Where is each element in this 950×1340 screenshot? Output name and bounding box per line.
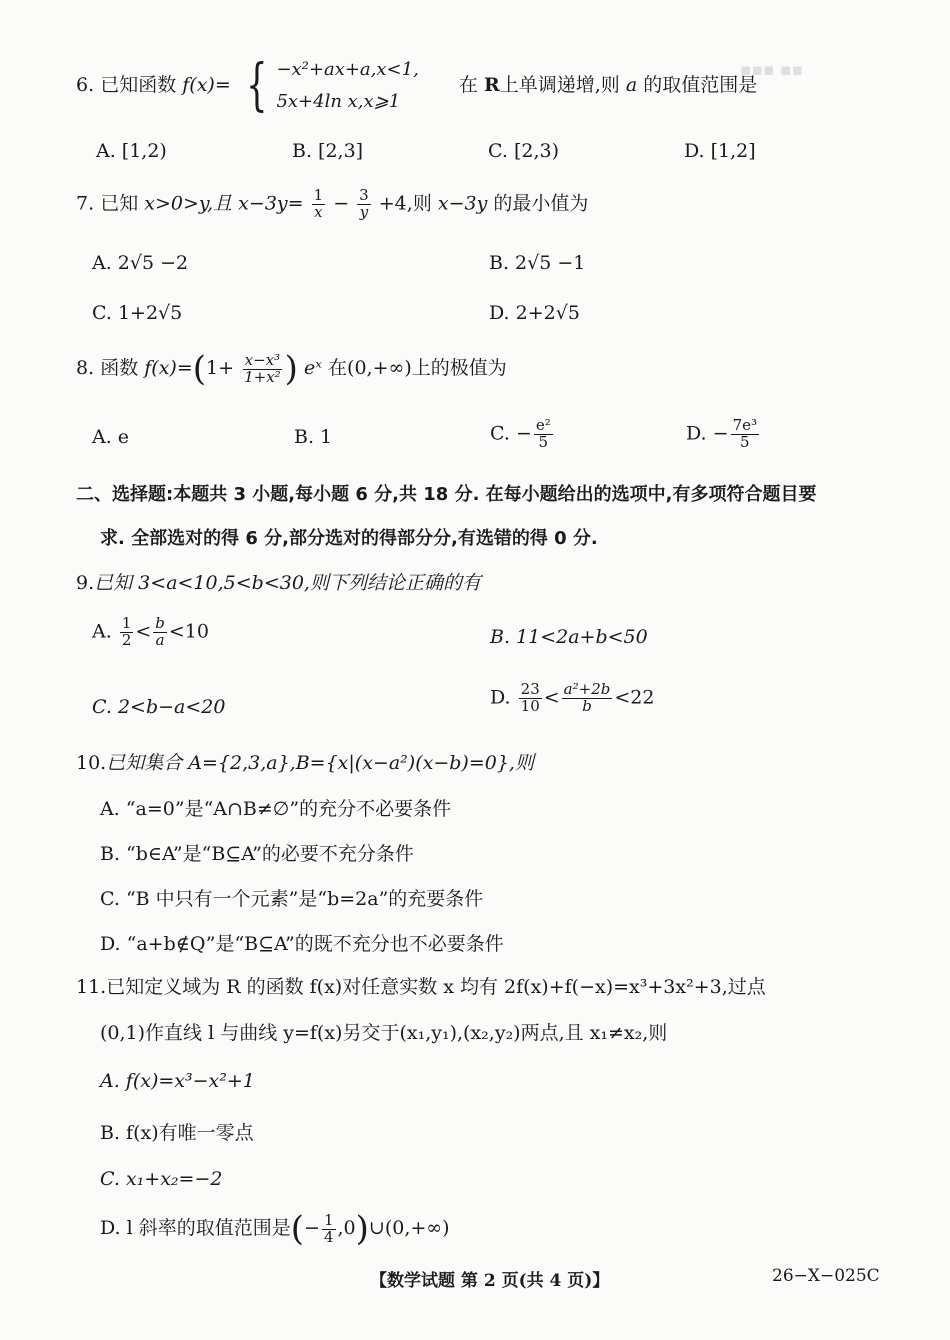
page-footer-code: 26−X−025C — [772, 1266, 880, 1286]
q8-option-c: C. − $\frac{\text{e²}}{5}$ — [490, 416, 551, 451]
fraction: $\frac{3}{y}$ — [359, 186, 369, 221]
q9-option-a: A. $\frac{1}{2}$ < $\frac{b}{a}$ <10 — [92, 614, 209, 649]
q7-option-c: C. 1+2√5 — [92, 302, 183, 324]
q7-option-a: A. 2√5 −2 — [92, 252, 189, 274]
q9-option-c: C. 2<b−a<20 — [92, 696, 226, 718]
q11-option-c: C. x₁+x₂=−2 — [100, 1168, 223, 1190]
q10-option-d: D. “a+b∉Q”是“B⊆A”的既不充分也不必要条件 — [100, 933, 504, 955]
q9-options-row2 — [92, 682, 912, 732]
section-2-heading-line1: 二、选择题:本题共 3 小题,每小题 6 分,共 18 分. 在每小题给出的选项中,有多项符合题目要 — [76, 484, 817, 505]
section-2-heading-line2: 求. 全部选对的得 6 分,部分选对的得部分分,有选错的得 0 分. — [100, 528, 598, 549]
q11-option-b: B. f(x)有唯一零点 — [100, 1122, 254, 1144]
q10-option-a: A. “a=0”是“A∩B≠∅”的充分不必要条件 — [100, 798, 452, 820]
piecewise-brace: { −x²+ax+a,x<1, 5x+4ln x,x⩾1 — [245, 53, 419, 118]
q8-options — [92, 418, 912, 458]
question-11-line1: 11.已知定义域为 R 的函数 f(x)对任意实数 x 均有 2f(x)+f(−x)=x³+3x²+3,过点 — [76, 976, 766, 998]
question-7: 7. 已知 x>0>y,且 x−3y= $\frac{1}{x}$ − $\frac{3}{y}$ +4,则 x−3y 的最小值为 — [76, 186, 589, 221]
q11-option-d: D. l 斜率的取值范围是(− $\frac{1}{4}$ ,0)∪(0,+∞) — [100, 1209, 450, 1249]
q8-option-a: A. e — [92, 426, 130, 448]
question-10: 10.已知集合 A={2,3,a},B={x|(x−a²)(x−b)=0},则 — [76, 752, 534, 774]
q11-option-a: A. f(x)=x³−x²+1 — [100, 1070, 255, 1092]
q10-option-c: C. “B 中只有一个元素”是“b=2a”的充要条件 — [100, 888, 484, 910]
fraction: $\frac{\text{x−x³}}{\text{1+x²}}$ — [244, 350, 281, 386]
q6-option-d: D. [1,2] — [684, 140, 756, 162]
q9-option-b: B. 11<2a+b<50 — [490, 626, 648, 648]
q6-option-c: C. [2,3) — [488, 140, 559, 162]
q6-option-a: A. [1,2) — [96, 140, 167, 162]
q10-option-b: B. “b∈A”是“B⊆A”的必要不充分条件 — [100, 843, 414, 865]
q9-option-d: D. $\frac{23}{10}$ < $\frac{\text{a²+2b}}{b}$ <22 — [490, 680, 655, 715]
q7-option-d: D. 2+2√5 — [489, 302, 580, 324]
q7-option-b: B. 2√5 −1 — [489, 252, 586, 274]
q6-option-b: B. [2,3] — [292, 140, 364, 162]
page-footer-label: 【数学试题 第 2 页(共 4 页)】 — [370, 1271, 610, 1291]
q6-options — [96, 140, 916, 166]
question-8: 8. 函数 f(x)=(1+ $\frac{\text{x−x³}}{\text{1+x²}}$ ) eˣ 在(0,+∞)上的极值为 — [76, 349, 507, 389]
question-9: 9.已知 3<a<10,5<b<30,则下列结论正确的有 — [76, 572, 481, 594]
fraction: $\frac{1}{x}$ — [313, 186, 324, 221]
q8-option-d: D. − $\frac{\text{7e³}}{5}$ — [686, 416, 757, 451]
q9-options-row1 — [92, 616, 912, 660]
bleed-through-mark: ▪▪▪ ▪▪ — [740, 60, 804, 80]
question-6: 6. 已知函数 f(x)= { −x²+ax+a,x<1, 5x+4ln x,x⩾1 在 R上单调递增,则 a 的取值范围是 — [76, 53, 758, 118]
q8-option-b: B. 1 — [294, 426, 333, 448]
question-11-line2: (0,1)作直线 l 与曲线 y=f(x)另交于(x₁,y₁),(x₂,y₂)两点,且 x₁≠x₂,则 — [100, 1022, 668, 1044]
q7-options-row2 — [92, 302, 912, 328]
q7-options-row1 — [92, 252, 912, 278]
